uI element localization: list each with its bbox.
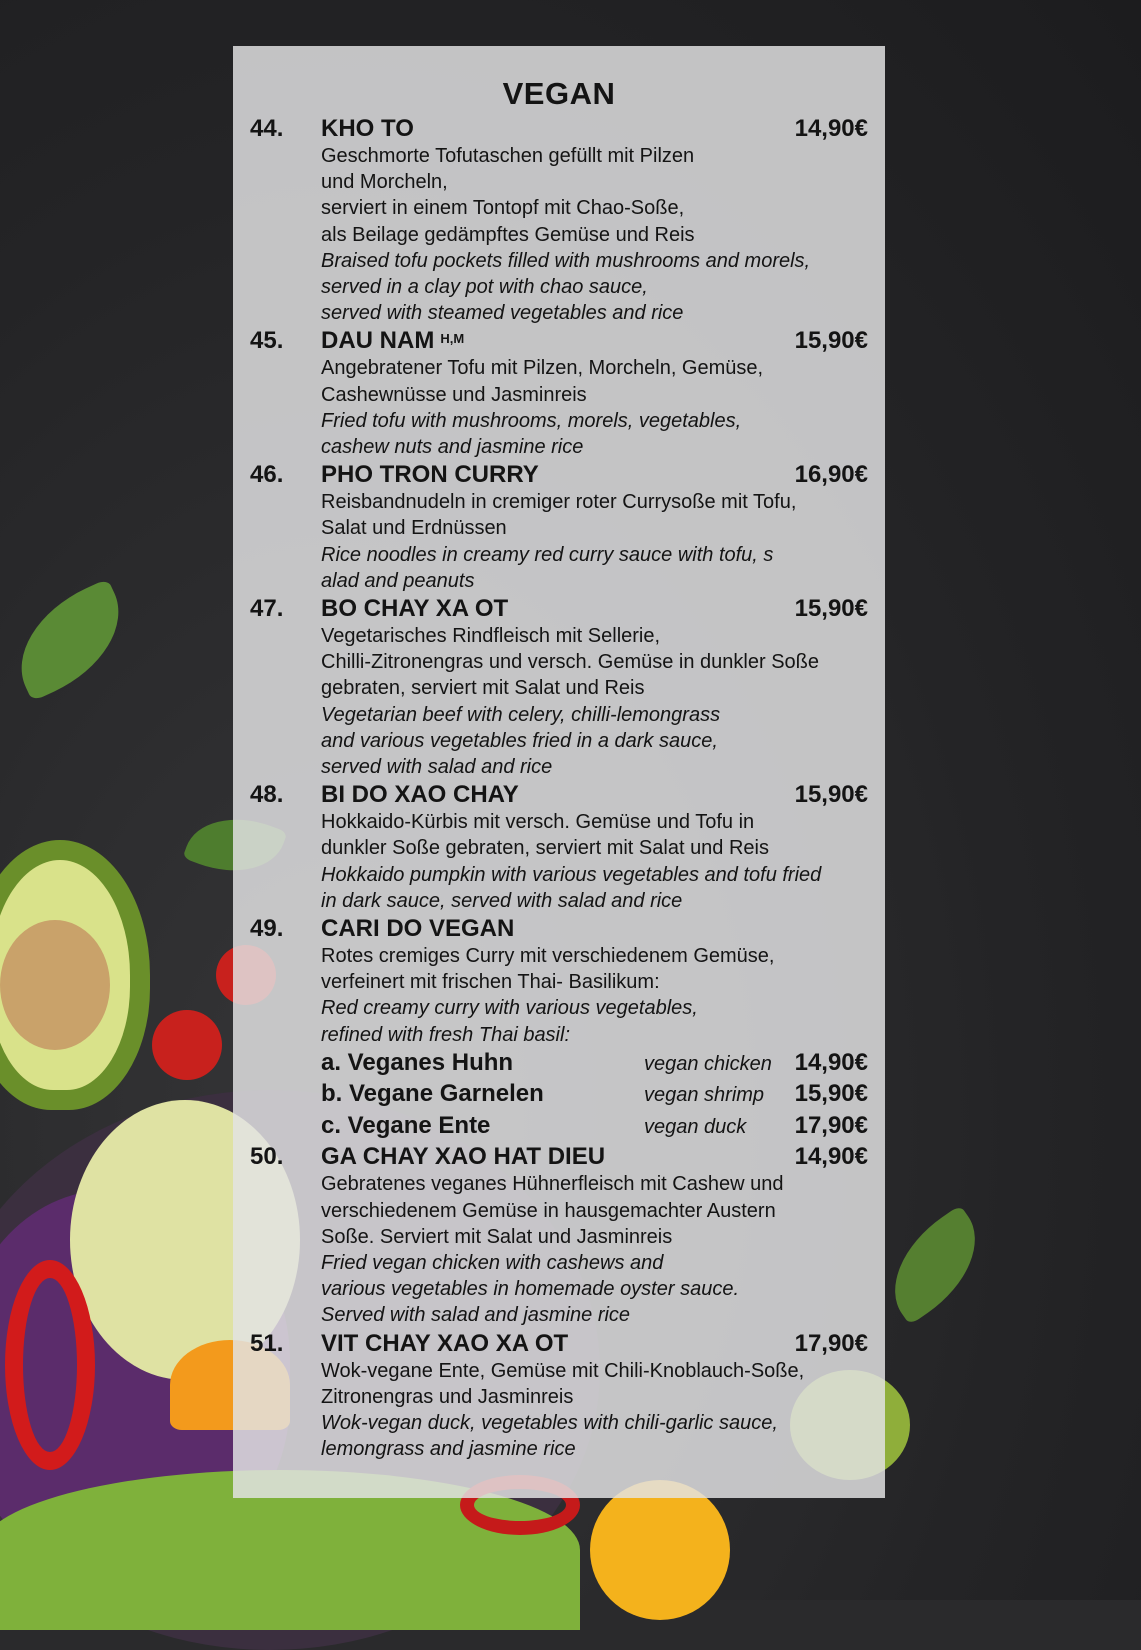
item-name-wrap	[321, 326, 795, 355]
item-number: 47.	[250, 595, 284, 623]
option-english-name: vegan duck	[644, 1115, 747, 1138]
item-name-wrap	[321, 594, 795, 623]
item-name-wrap	[321, 914, 868, 943]
description-german-line: Wok-vegane Ente, Gemüse mit Chili-Knoblauch-Soße,	[321, 1359, 805, 1382]
option-price: 17,90€	[794, 1111, 868, 1139]
item-price: 14,90€	[794, 1143, 868, 1171]
item-price: 15,90€	[794, 595, 868, 623]
description-english-line: lemongrass and jasmine rice	[321, 1438, 576, 1461]
option-name: b. Vegane Garnelen	[321, 1080, 544, 1108]
menu-item	[250, 1329, 868, 1463]
menu-item-header	[250, 460, 868, 489]
description-english-line: Fried vegan chicken with cashews and	[321, 1252, 664, 1274]
description-german-line: Soße. Serviert mit Salat und Jasminreis	[321, 1225, 673, 1248]
menu-item-header	[250, 326, 868, 355]
description-english-line: and various vegetables fried in a dark sauce,	[321, 729, 718, 752]
menu-panel	[233, 46, 885, 1498]
item-name: BI DO XAO CHAY	[321, 781, 519, 809]
item-number: 49.	[250, 915, 284, 943]
menu-item	[250, 914, 868, 1142]
menu-item-header	[250, 1329, 868, 1358]
menu-item-header	[250, 114, 868, 143]
description-english-line: refined with fresh Thai basil:	[321, 1023, 571, 1046]
description-german-line: verschiedenem Gemüse in hausgemachter Austern	[321, 1199, 776, 1222]
item-number: 44.	[250, 115, 284, 142]
item-name: PHO TRON CURRY	[321, 461, 539, 489]
item-name-wrap	[321, 460, 795, 489]
description-english-line: Rice noodles in creamy red curry sauce with tofu, s	[321, 543, 774, 566]
item-option-row	[321, 1079, 868, 1111]
description-german-line: Rotes cremiges Curry mit verschiedenem Gemüse,	[321, 945, 775, 968]
cherry-tomato-image	[152, 1010, 222, 1080]
description-german-line: Reisbandnudeln in cremiger roter Currysoße mit Tofu,	[321, 491, 797, 514]
item-description	[321, 1358, 868, 1463]
menu-item-header	[250, 780, 868, 809]
item-option-row	[321, 1111, 868, 1143]
description-german-line: Chilli-Zitronengras und versch. Gemüse in dunkler Soße	[321, 651, 819, 674]
option-english-name: vegan chicken	[644, 1052, 772, 1075]
description-english-line: served with steamed vegetables and rice	[321, 302, 684, 325]
item-name: GA CHAY XAO HAT DIEU	[321, 1143, 606, 1171]
menu-item	[250, 1142, 868, 1328]
item-price: 14,90€	[794, 115, 868, 142]
menu-item-header	[250, 1142, 868, 1171]
option-price: 15,90€	[794, 1080, 868, 1108]
description-english-line: alad and peanuts	[321, 569, 475, 592]
menu-item-list	[250, 114, 868, 1462]
item-name: DAU NAM	[321, 327, 435, 355]
item-name: KHO TO	[321, 115, 414, 142]
description-german-line: Vegetarisches Rindfleisch mit Sellerie,	[321, 625, 661, 648]
description-german-line: Cashewnüsse und Jasminreis	[321, 383, 587, 406]
item-name-wrap	[321, 114, 795, 143]
option-name: c. Vegane Ente	[321, 1111, 491, 1139]
description-german-line: und Morcheln,	[321, 171, 448, 194]
description-english-line: Fried tofu with mushrooms, morels, vegetables,	[321, 409, 742, 432]
item-description	[321, 943, 868, 1048]
item-price: 17,90€	[794, 1329, 868, 1357]
description-english-line: served with salad and rice	[321, 756, 553, 779]
item-name: BO CHAY XA OT	[321, 595, 509, 623]
description-german-line: Salat und Erdnüssen	[321, 517, 507, 540]
item-description	[321, 143, 868, 326]
description-german-line: Hokkaido-Kürbis mit versch. Gemüse und Tofu in	[321, 811, 755, 834]
item-description	[321, 809, 868, 914]
description-english-line: Braised tofu pockets filled with mushrooms and morels,	[321, 249, 811, 272]
item-price: 16,90€	[794, 461, 868, 489]
description-english-line: various vegetables in homemade oyster sauce.	[321, 1278, 740, 1301]
item-name: VIT CHAY XAO XA OT	[321, 1329, 569, 1357]
option-price: 14,90€	[794, 1048, 868, 1076]
description-english-line: Vegetarian beef with celery, chilli-lemongrass	[321, 703, 721, 726]
menu-item	[250, 460, 868, 594]
menu-item	[250, 594, 868, 780]
menu-item-header	[250, 594, 868, 623]
description-english-line: Wok-vegan duck, vegetables with chili-garlic sauce,	[321, 1412, 778, 1435]
description-german-line: dunkler Soße gebraten, serviert mit Salat und Reis	[321, 837, 769, 860]
item-description	[321, 623, 868, 780]
item-description	[321, 489, 868, 594]
description-english-line: cashew nuts and jasmine rice	[321, 436, 584, 459]
description-german-line: Geschmorte Tofutaschen gefüllt mit Pilzen	[321, 145, 695, 167]
option-english-name: vegan shrimp	[644, 1084, 765, 1107]
description-english-line: Served with salad and jasmine rice	[321, 1304, 631, 1327]
avocado-pit-image	[0, 920, 110, 1050]
description-german-line: Angebratener Tofu mit Pilzen, Morcheln, Gemüse,	[321, 357, 764, 380]
menu-item	[250, 326, 868, 460]
description-english-line: Hokkaido pumpkin with various vegetables and tofu fried	[321, 863, 822, 886]
description-german-line: Gebratenes veganes Hühnerfleisch mit Cashew und	[321, 1173, 784, 1196]
section-title: VEGAN	[502, 76, 616, 111]
item-name-wrap	[321, 780, 795, 809]
description-german-line: verfeinert mit frischen Thai- Basilikum:	[321, 971, 660, 994]
menu-item	[250, 780, 868, 914]
allergen-codes: H,M	[440, 331, 465, 347]
item-name: CARI DO VEGAN	[321, 915, 515, 943]
item-price: 15,90€	[794, 327, 868, 355]
item-number: 46.	[250, 461, 284, 489]
description-german-line: Zitronengras und Jasminreis	[321, 1385, 574, 1408]
option-name: a. Veganes Huhn	[321, 1048, 514, 1076]
description-english-line: served in a clay pot with chao sauce,	[321, 276, 648, 299]
description-german-line: gebraten, serviert mit Salat und Reis	[321, 677, 645, 700]
item-number: 45.	[250, 327, 284, 355]
menu-item-header	[250, 914, 868, 943]
item-name-wrap	[321, 1329, 795, 1358]
menu-item	[250, 114, 868, 326]
lemon-image	[590, 1480, 730, 1620]
description-german-line: als Beilage gedämpftes Gemüse und Reis	[321, 223, 695, 246]
item-number: 50.	[250, 1143, 284, 1171]
item-description	[321, 355, 868, 460]
description-german-line: serviert in einem Tontopf mit Chao-Soße,	[321, 197, 685, 220]
item-description	[321, 1171, 868, 1328]
description-english-line: Red creamy curry with various vegetables,	[321, 997, 698, 1020]
description-english-line: in dark sauce, served with salad and rice	[321, 889, 683, 912]
item-number: 51.	[250, 1329, 284, 1357]
item-number: 48.	[250, 781, 284, 809]
red-pepper-ring-image	[5, 1260, 95, 1470]
item-name-wrap	[321, 1142, 795, 1171]
item-option-row	[321, 1048, 868, 1080]
item-price: 15,90€	[794, 781, 868, 809]
